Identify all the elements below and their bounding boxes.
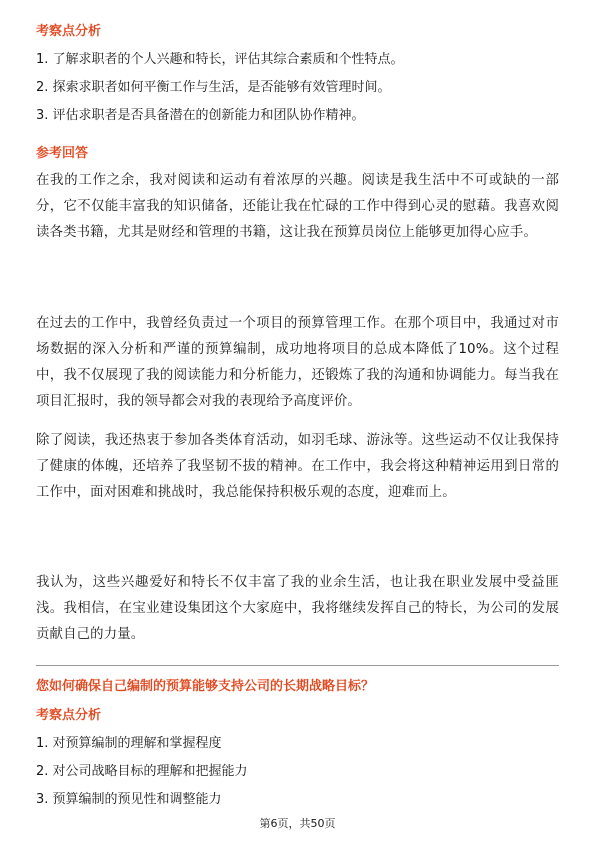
list-item: 3. 预算编制的预见性和调整能力 bbox=[36, 792, 222, 807]
list-item: 1. 了解求职者的个人兴趣和特长，评估其综合素质和个性特点。 bbox=[36, 52, 404, 67]
answer-paragraph-1 bbox=[36, 168, 559, 246]
answer-heading: 参考回答 bbox=[36, 146, 89, 161]
analysis-section-1 bbox=[36, 22, 559, 42]
analysis-list-1 bbox=[36, 49, 559, 71]
analysis-list-1-row3 bbox=[36, 105, 559, 127]
list-item: 3. 评估求职者是否具备潜在的创新能力和团队协作精神。 bbox=[36, 108, 365, 123]
paragraph: 除了阅读，我还热衷于参加各类体育活动，如羽毛球、游泳等。这些运动不仅让我保持了健康的体魄，还培养了我坚韧不拔的精神。在工作中，我会将这种精神运用到日常的工作中，面对困难和挑战时，我总能保持积极乐观的态度，迎难而上。 bbox=[36, 433, 559, 500]
paragraph: 在我的工作之余，我对阅读和运动有着浓厚的兴趣。阅读是我生活中不可或缺的一部分，它不仅能丰富我的知识储备，还能让我在忙碌的工作中得到心灵的慰藉。我喜欢阅读各类书籍，尤其是财经和管理的书籍，这让我在预算员岗位上能够更加得心应手。 bbox=[36, 173, 559, 240]
list-item: 2. 探索求职者如何平衡工作与生活，是否能够有效管理时间。 bbox=[36, 80, 391, 95]
question-title: 您如何确保自己编制的预算能够支持公司的长期战略目标？ bbox=[36, 679, 375, 694]
analysis-heading: 考察点分析 bbox=[36, 708, 102, 723]
question-2 bbox=[36, 677, 559, 697]
answer-paragraph-2 bbox=[36, 311, 559, 415]
answer-paragraph-3 bbox=[36, 428, 559, 506]
page-number-footer: 第6页，共50页 bbox=[259, 817, 336, 830]
answer-paragraph-4 bbox=[36, 570, 559, 648]
analysis-list-2-row3 bbox=[36, 789, 559, 811]
analysis-list-2-row2 bbox=[36, 761, 559, 783]
paragraph: 在过去的工作中，我曾经负责过一个项目的预算管理工作。在那个项目中，我通过对市场数据的深入分析和严谨的预算编制，成功地将项目的总成本降低了10%。这个过程中，我不仅展现了我的阅读能力和分析能力，还锻炼了我的沟通和协调能力。每当我在项目汇报时，我的领导都会对我的表现给予高度评价。 bbox=[36, 316, 559, 409]
analysis-section-2 bbox=[36, 706, 559, 726]
analysis-list-2-row1 bbox=[36, 733, 559, 755]
list-item: 1. 对预算编制的理解和掌握程度 bbox=[36, 736, 222, 751]
analysis-list-1-row2 bbox=[36, 77, 559, 99]
paragraph: 我认为，这些兴趣爱好和特长不仅丰富了我的业余生活，也让我在职业发展中受益匪浅。我相信，在宝业建设集团这个大家庭中，我将继续发挥自己的特长，为公司的发展贡献自己的力量。 bbox=[36, 575, 559, 642]
list-item: 2. 对公司战略目标的理解和把握能力 bbox=[36, 764, 248, 779]
section-divider bbox=[36, 665, 559, 666]
answer-section bbox=[36, 144, 559, 164]
analysis-heading: 考察点分析 bbox=[36, 24, 102, 39]
